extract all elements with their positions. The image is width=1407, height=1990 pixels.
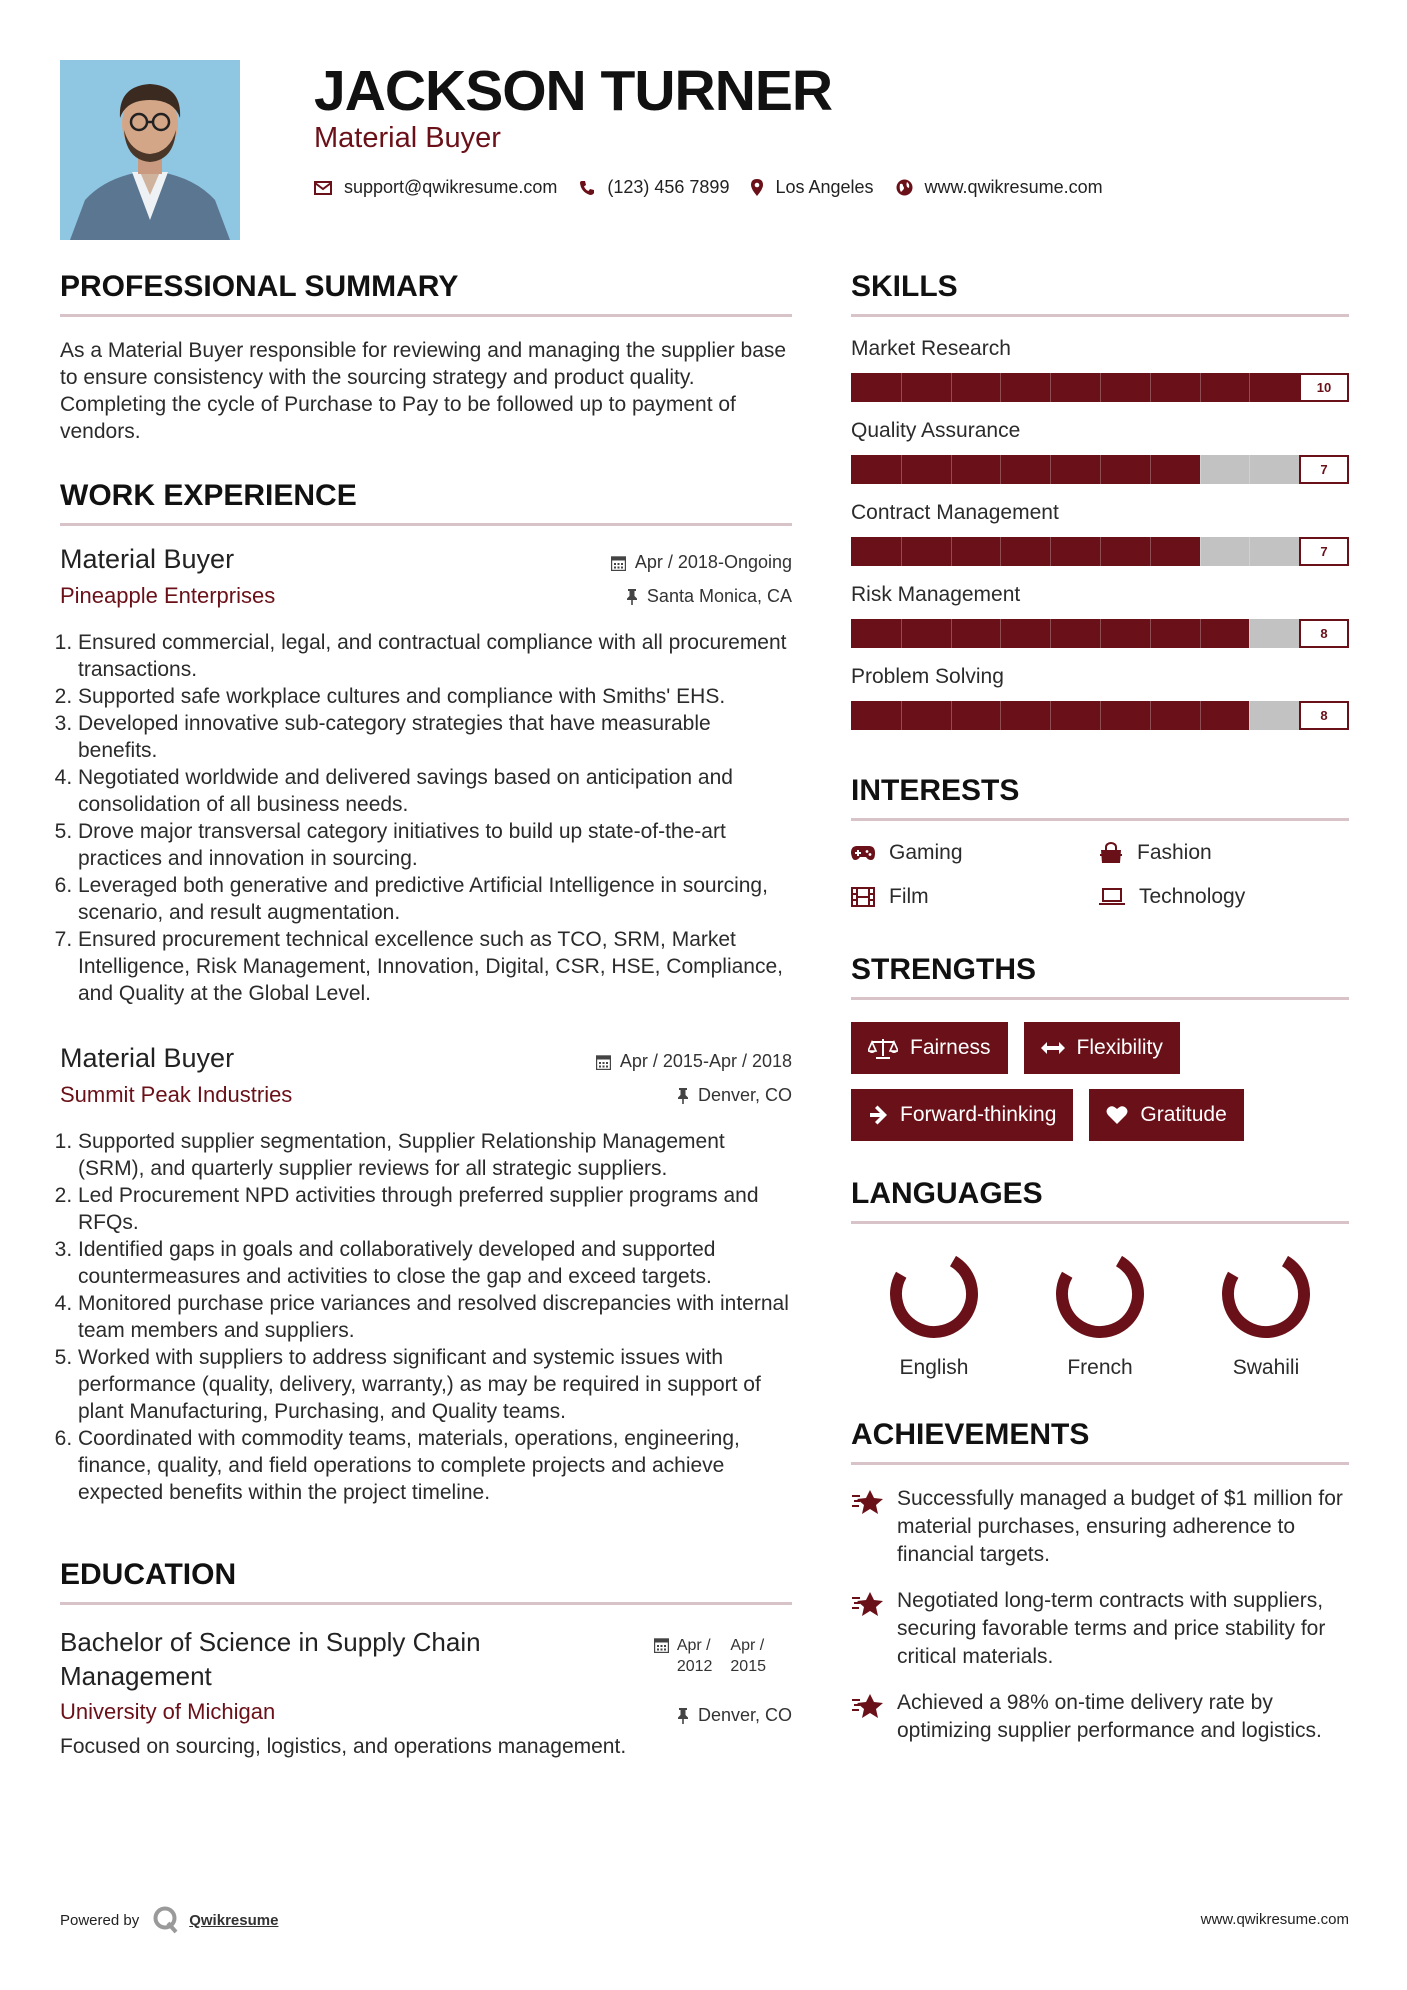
job-entry-2	[60, 1043, 792, 1506]
skill-segment-tick	[951, 619, 952, 648]
interests-heading: INTERESTS	[851, 774, 1349, 821]
education-date	[636, 1635, 766, 1677]
bullet-item: 6. Leveraged both generative and predictive Artificial Intelligence in sourcing, scenario, and result augmentation.	[78, 872, 792, 926]
education-location-text: Denver, CO	[697, 1705, 792, 1725]
job-title: Material Buyer	[60, 1043, 235, 1073]
candidate-name: JACKSON TURNER	[314, 59, 833, 123]
degree-title: Bachelor of Science in Supply Chain Management	[60, 1627, 481, 1691]
skill-score: 7	[1299, 537, 1349, 566]
profile-photo	[60, 60, 240, 240]
education-location	[677, 1705, 792, 1726]
skill-segment-tick	[1200, 373, 1201, 402]
skill-score: 8	[1299, 619, 1349, 648]
skill-segment-tick	[1100, 537, 1101, 566]
strength-label: Fairness	[910, 1036, 991, 1059]
skill-segment-tick	[1150, 373, 1151, 402]
phone-text: (123) 456 7899	[607, 177, 730, 197]
bullet-item: 2. Led Procurement NPD activities through preferred supplier programs and RFQs.	[78, 1182, 792, 1236]
job-bullets	[60, 629, 792, 1007]
bullet-item: 6. Coordinated with commodity teams, materials, operations, engineering, finance, quality, and field operations to complete projects and achieve expected benefits within the project timeline.	[78, 1425, 792, 1506]
job-location-text: Santa Monica, CA	[646, 586, 792, 606]
achievements-heading: ACHIEVEMENTS	[851, 1418, 1349, 1465]
laptop-icon	[1099, 888, 1125, 906]
map-marker-icon	[751, 179, 763, 196]
achievement-item	[851, 1485, 1349, 1569]
achievement-item	[851, 1587, 1349, 1671]
skill-segment-tick	[1050, 455, 1051, 484]
skill-segment-tick	[1150, 455, 1151, 484]
skill-segment-tick	[951, 701, 952, 730]
skill-segment-tick	[901, 701, 902, 730]
email-text: support@qwikresume.com	[344, 177, 558, 197]
footer-url[interactable]: www.qwikresume.com	[1200, 1911, 1349, 1928]
skill-segment-tick	[1000, 455, 1001, 484]
arrows-horizontal-icon	[1041, 1041, 1065, 1055]
bullet-item: 7. Ensured procurement technical excellence such as TCO, SRM, Market Intelligence, Risk Management, Innovation, Digital, CSR, HSE, Compliance, and Quality at the Global Level.	[78, 926, 792, 1007]
skill-segment-tick	[1000, 619, 1001, 648]
skill-segment-tick	[1100, 619, 1101, 648]
interest-label: Gaming	[889, 841, 963, 864]
skill-bar-fill	[851, 537, 1200, 566]
website-text: www.qwikresume.com	[924, 177, 1103, 197]
language-item	[1017, 1246, 1183, 1380]
skill-segment-tick	[1050, 701, 1051, 730]
job-location	[677, 1085, 792, 1106]
strength-label: Flexibility	[1076, 1036, 1163, 1059]
bullet-item: 2. Supported safe workplace cultures and compliance with Smiths' EHS.	[78, 683, 792, 710]
powered-by-label: Powered by	[60, 1911, 140, 1929]
bullet-item: 5. Worked with suppliers to address significant and systemic issues with performance (quality, delivery, warranty,) as may be required in support of plant Manufacturing, Purchasing, and Quality teams.	[78, 1344, 792, 1425]
skill-item	[851, 337, 1349, 402]
skill-score: 8	[1299, 701, 1349, 730]
language-name: Swahili	[1232, 1356, 1300, 1379]
brand-link[interactable]: Qwikresume	[189, 1911, 279, 1929]
skill-bar	[851, 619, 1349, 648]
language-progress-ring	[1218, 1246, 1314, 1342]
job-bullets	[60, 1128, 792, 1506]
calendar-icon	[596, 1054, 611, 1070]
job-title: Material Buyer	[60, 544, 235, 574]
contact-email[interactable]	[314, 177, 557, 198]
job-company: Summit Peak Industries	[60, 1082, 293, 1107]
skill-name: Market Research	[851, 337, 1011, 360]
location-text: Los Angeles	[775, 177, 874, 197]
skill-item	[851, 501, 1349, 566]
interest-label: Fashion	[1137, 841, 1212, 864]
person-avatar-icon	[60, 60, 240, 240]
candidate-role: Material Buyer	[314, 122, 501, 154]
contact-bar	[314, 177, 1125, 198]
language-ring-arc	[1052, 1246, 1148, 1342]
calendar-icon	[611, 555, 626, 571]
page-footer	[60, 1898, 1349, 1938]
calendar-icon	[654, 1637, 669, 1653]
contact-location	[751, 177, 873, 198]
achievement-item	[851, 1689, 1349, 1745]
experience-heading: WORK EXPERIENCE	[60, 479, 792, 526]
skill-name: Contract Management	[851, 501, 1059, 524]
skill-item	[851, 583, 1349, 648]
bullet-item: 5. Drove major transversal category initiatives to build up state-of-the-art practices and innovation in sourcing.	[78, 818, 792, 872]
skill-segment-tick	[1100, 373, 1101, 402]
skill-segment-tick	[1100, 455, 1101, 484]
film-icon	[851, 887, 875, 907]
bullet-item: 3. Developed innovative sub-category strategies that have measurable benefits.	[78, 710, 792, 764]
skill-segment-tick	[1249, 537, 1250, 566]
job-location-text: Denver, CO	[697, 1085, 792, 1105]
skill-score: 10	[1299, 373, 1349, 402]
summary-heading: PROFESSIONAL SUMMARY	[60, 270, 792, 317]
education-entry	[60, 1625, 792, 1759]
language-name: English	[899, 1356, 969, 1379]
education-start	[654, 1635, 713, 1677]
shooting-star-icon	[851, 1692, 885, 1720]
job-company: Pineapple Enterprises	[60, 583, 276, 608]
skill-bar	[851, 701, 1349, 730]
language-item	[1183, 1246, 1349, 1380]
skill-bar-fill	[851, 455, 1200, 484]
contact-website[interactable]	[896, 177, 1103, 198]
school-name: University of Michigan	[60, 1699, 276, 1724]
strengths-heading: STRENGTHS	[851, 953, 1349, 1000]
skill-segment-tick	[1000, 373, 1001, 402]
powered-by	[60, 1906, 278, 1934]
summary-text: As a Material Buyer responsible for reviewing and managing the supplier base to ensure consistency with the sourcing strategy and product quality. Completing the cycle of Purchase to Pay to be followed up to payment of vendors.	[60, 339, 787, 443]
job-entry-1	[60, 544, 792, 1007]
skill-segment-tick	[1150, 537, 1151, 566]
interest-item	[1099, 885, 1347, 909]
balance-scale-icon	[868, 1037, 898, 1059]
skill-segment-tick	[901, 537, 902, 566]
end-year: 2015	[730, 1658, 766, 1675]
skill-segment-tick	[1000, 537, 1001, 566]
qwikresume-logo-icon	[153, 1906, 179, 1934]
skill-segment-tick	[1000, 701, 1001, 730]
pushpin-icon	[677, 1088, 689, 1104]
job-date	[596, 1051, 792, 1072]
arrow-right-icon	[868, 1105, 888, 1125]
skill-item	[851, 665, 1349, 730]
language-progress-ring	[886, 1246, 982, 1342]
pushpin-icon	[626, 589, 638, 605]
strength-badge	[1024, 1022, 1180, 1074]
skill-segment-tick	[1050, 619, 1051, 648]
skill-score: 7	[1299, 455, 1349, 484]
skill-segment-tick	[1249, 373, 1250, 402]
job-date-text: Apr / 2015-Apr / 2018	[619, 1051, 792, 1071]
skill-segment-tick	[901, 455, 902, 484]
skill-segment-tick	[901, 373, 902, 402]
language-ring-arc	[1218, 1246, 1314, 1342]
skill-segment-tick	[1200, 537, 1201, 566]
job-location	[626, 586, 792, 607]
right-column	[851, 270, 1349, 1745]
heart-icon	[1106, 1105, 1128, 1125]
contact-phone[interactable]	[579, 177, 729, 198]
bullet-item: 1. Ensured commercial, legal, and contractual compliance with all procurement transactions.	[78, 629, 792, 683]
achievement-text: Achieved a 98% on-time delivery rate by optimizing supplier performance and logistics.	[897, 1691, 1322, 1742]
achievement-text: Negotiated long-term contracts with suppliers, securing favorable terms and price stability for critical materials.	[897, 1589, 1326, 1668]
skill-item	[851, 419, 1349, 484]
language-progress-ring	[1052, 1246, 1148, 1342]
job-date	[611, 552, 792, 573]
skill-segment-tick	[1249, 619, 1250, 648]
skill-segment-tick	[1100, 701, 1101, 730]
skills-heading: SKILLS	[851, 270, 1349, 317]
interest-item	[1099, 841, 1347, 865]
interest-item	[851, 885, 1099, 909]
skills-list	[851, 337, 1349, 730]
strengths-list	[851, 1022, 1331, 1141]
skill-bar	[851, 455, 1349, 484]
strength-badge	[851, 1022, 1008, 1074]
job-date-text: Apr / 2018-Ongoing	[634, 552, 792, 572]
strength-label: Forward-thinking	[900, 1103, 1057, 1126]
skill-segment-tick	[901, 619, 902, 648]
strength-badge	[1089, 1089, 1243, 1141]
skill-name: Quality Assurance	[851, 419, 1021, 442]
bullet-item: 3. Identified gaps in goals and collaboratively developed and supported countermeasures and activities to close the gap and exceed targets.	[78, 1236, 792, 1290]
bullet-item: 1. Supported supplier segmentation, Supplier Relationship Management (SRM), and quarterly supplier reviews for all strategic suppliers.	[78, 1128, 792, 1182]
skill-segment-tick	[1050, 373, 1051, 402]
education-description: Focused on sourcing, logistics, and operations management.	[60, 1735, 627, 1758]
skill-segment-tick	[1200, 619, 1201, 648]
shooting-star-icon	[851, 1488, 885, 1516]
start-year: 2012	[676, 1658, 713, 1675]
interest-item	[851, 841, 1099, 865]
interest-label: Film	[889, 885, 929, 908]
languages-heading: LANGUAGES	[851, 1177, 1349, 1224]
skill-segment-tick	[951, 455, 952, 484]
language-name: French	[1067, 1356, 1133, 1379]
language-ring-arc	[886, 1246, 982, 1342]
skill-segment-tick	[1200, 455, 1201, 484]
gamepad-icon	[851, 845, 875, 861]
shopping-bag-icon	[1099, 842, 1123, 864]
skill-segment-tick	[951, 537, 952, 566]
bullet-item: 4. Monitored purchase price variances and resolved discrepancies with internal team members and suppliers.	[78, 1290, 792, 1344]
strength-label: Gratitude	[1140, 1103, 1227, 1126]
strength-badge	[851, 1089, 1073, 1141]
globe-icon	[896, 179, 913, 196]
skill-segment-tick	[1150, 701, 1151, 730]
shooting-star-icon	[851, 1590, 885, 1618]
interest-label: Technology	[1139, 885, 1246, 908]
left-column	[60, 270, 792, 1759]
skill-segment-tick	[951, 373, 952, 402]
skill-bar	[851, 537, 1349, 566]
education-end	[730, 1635, 766, 1677]
achievement-text: Successfully managed a budget of $1 million for material purchases, ensuring adherence to financial targets.	[897, 1487, 1343, 1566]
skill-name: Risk Management	[851, 583, 1021, 606]
languages-list	[851, 1246, 1349, 1380]
end-month: Apr /	[730, 1637, 765, 1654]
interests-list	[851, 841, 1349, 909]
language-item	[851, 1246, 1017, 1380]
skill-segment-tick	[1249, 455, 1250, 484]
start-month: Apr /	[676, 1637, 711, 1654]
education-heading: EDUCATION	[60, 1558, 792, 1605]
bullet-item: 4. Negotiated worldwide and delivered savings based on anticipation and consolidation of all business needs.	[78, 764, 792, 818]
phone-icon	[579, 180, 595, 196]
pushpin-icon	[677, 1708, 689, 1724]
achievements-list	[851, 1485, 1349, 1745]
skill-segment-tick	[1249, 701, 1250, 730]
skill-segment-tick	[1200, 701, 1201, 730]
skill-name: Problem Solving	[851, 665, 1004, 688]
envelope-icon	[314, 181, 332, 195]
skill-bar	[851, 373, 1349, 402]
skill-segment-tick	[1050, 537, 1051, 566]
skill-segment-tick	[1150, 619, 1151, 648]
